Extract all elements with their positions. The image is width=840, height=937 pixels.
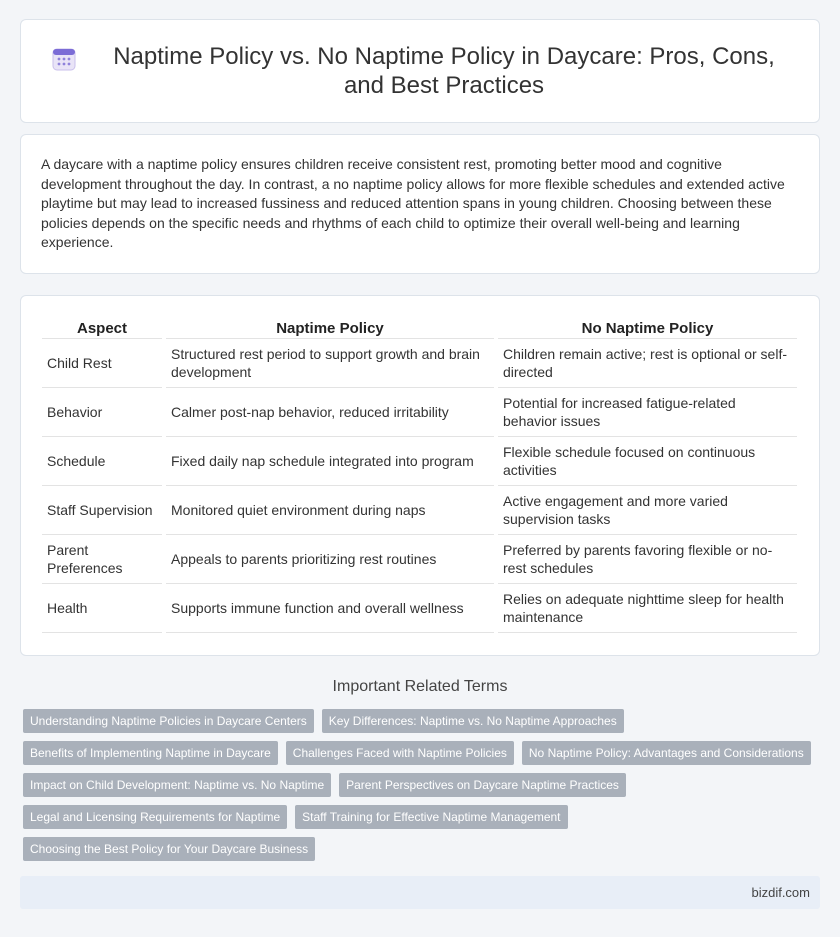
table-row xyxy=(42,339,797,388)
table-row xyxy=(42,486,797,535)
table-cell-naptime: Calmer post-nap behavior, reduced irritability xyxy=(166,388,494,437)
footer-site-link[interactable]: bizdif.com xyxy=(751,885,810,900)
column-header-aspect: Aspect xyxy=(42,318,162,339)
table-cell-naptime: Supports immune function and overall wellness xyxy=(166,584,494,633)
related-term-tag[interactable]: Parent Perspectives on Daycare Naptime Practices xyxy=(339,773,626,797)
table-cell-aspect: Schedule xyxy=(42,437,162,486)
table-cell-aspect: Child Rest xyxy=(42,339,162,388)
related-term-tag[interactable]: Legal and Licensing Requirements for Naptime xyxy=(23,805,287,829)
table-cell-aspect: Parent Preferences xyxy=(42,535,162,584)
page-footer xyxy=(20,876,820,909)
table-cell-aspect: Behavior xyxy=(42,388,162,437)
table-cell-no-naptime: Preferred by parents favoring flexible or no-rest schedules xyxy=(498,535,797,584)
table-cell-naptime: Appeals to parents prioritizing rest routines xyxy=(166,535,494,584)
table-cell-naptime: Monitored quiet environment during naps xyxy=(166,486,494,535)
related-term-tag[interactable]: Key Differences: Naptime vs. No Naptime Approaches xyxy=(322,709,624,733)
related-term-tag[interactable]: Understanding Naptime Policies in Daycare Centers xyxy=(23,709,314,733)
intro-paragraph: A daycare with a naptime policy ensures children receive consistent rest, promoting better mood and cognitive development throughout the day. In contrast, a no naptime policy allows for more flexible schedules and extended active playtime but may lead to increased fussiness and reduced attention spans in young children. Choosing between these policies depends on the specific needs and rhythms of each child to optimize their overall well-being and learning experience. xyxy=(20,134,820,274)
comparison-card xyxy=(20,295,820,656)
table-cell-no-naptime: Active engagement and more varied supervision tasks xyxy=(498,486,797,535)
column-header-naptime: Naptime Policy xyxy=(166,318,494,339)
table-cell-no-naptime: Flexible schedule focused on continuous activities xyxy=(498,437,797,486)
table-row xyxy=(42,388,797,437)
page-header xyxy=(20,19,820,123)
calendar-icon xyxy=(51,46,77,72)
table-cell-aspect: Health xyxy=(42,584,162,633)
table-cell-naptime: Structured rest period to support growth and brain development xyxy=(166,339,494,388)
table-cell-aspect: Staff Supervision xyxy=(42,486,162,535)
related-term-tag[interactable]: No Naptime Policy: Advantages and Considerations xyxy=(522,741,811,765)
related-term-tag[interactable]: Challenges Faced with Naptime Policies xyxy=(286,741,514,765)
related-terms-title: Important Related Terms xyxy=(332,678,508,695)
page-title: Naptime Policy vs. No Naptime Policy in Daycare: Pros, Cons, and Best Practices xyxy=(113,43,775,99)
related-term-tag[interactable]: Choosing the Best Policy for Your Daycare Business xyxy=(23,837,315,861)
table-header-row xyxy=(42,318,797,339)
table-cell-no-naptime: Potential for increased fatigue-related behavior issues xyxy=(498,388,797,437)
column-header-no-naptime: No Naptime Policy xyxy=(498,318,797,339)
table-cell-no-naptime: Relies on adequate nighttime sleep for health maintenance xyxy=(498,584,797,633)
table-row xyxy=(42,584,797,633)
related-terms-section xyxy=(0,678,840,861)
related-terms-tags xyxy=(0,709,840,861)
table-row xyxy=(42,535,797,584)
table-cell-naptime: Fixed daily nap schedule integrated into program xyxy=(166,437,494,486)
table-cell-no-naptime: Children remain active; rest is optional or self-directed xyxy=(498,339,797,388)
comparison-table xyxy=(38,318,801,633)
related-term-tag[interactable]: Staff Training for Effective Naptime Management xyxy=(295,805,567,829)
related-term-tag[interactable]: Benefits of Implementing Naptime in Daycare xyxy=(23,741,278,765)
related-term-tag[interactable]: Impact on Child Development: Naptime vs. No Naptime xyxy=(23,773,331,797)
table-row xyxy=(42,437,797,486)
